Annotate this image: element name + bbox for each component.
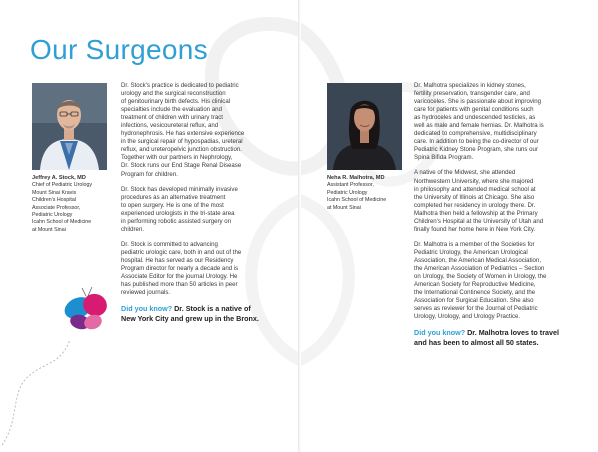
surgeon-caption-malhotra [327, 175, 409, 212]
text-line: the American Association of Pediatrics – Section [414, 264, 545, 272]
caption-line: Mount Sinai Kravis [32, 189, 77, 196]
text-line: finally found her home here in New York City. [414, 225, 536, 233]
caption-line: at Mount Sinai [327, 204, 361, 211]
text-line: A native of the Midwest, she attended [414, 169, 516, 177]
text-line: Pediatric Urology, the American Urological [414, 248, 528, 256]
text-line: Urology, Urology, and Urology Practice. [414, 313, 521, 321]
bio-paragraph [414, 82, 576, 162]
surgeon-name: Neha R. Malhotra, MD [327, 175, 385, 181]
bio-column-malhotra [414, 82, 576, 348]
text-line: in performing robotic assisted surgery on [121, 217, 232, 225]
text-line: hydronephrosis. He has extensive experience [121, 130, 245, 138]
bio-paragraph [121, 241, 279, 297]
text-line: hospital. He has served as our Residency [121, 256, 234, 264]
text-line: well as male and female hernias. Dr. Malhotra is [414, 122, 544, 130]
caption-line: Icahn School of Medicine [32, 219, 92, 226]
text-line: completed her residency in urology there. Dr. [414, 201, 536, 209]
text-line: American Society for Reproductive Medicine, [414, 281, 536, 289]
text-line: experienced urologists in the tri-state area [121, 209, 235, 217]
text-line: of genitourinary birth defects. His clinical [121, 98, 231, 106]
text-line: Pediatric Kidney Stone Program, she runs our [414, 146, 538, 154]
text-line: care. In addition to being the co-director of our [414, 138, 539, 146]
did-you-know-text: Dr. Stock is a native of [172, 304, 251, 314]
did-you-know-text: New York City and grew up in the Bronx. [121, 313, 259, 323]
text-line: in the surgical repair of hypospadias, ureteral [121, 138, 243, 146]
did-you-know-malhotra [414, 328, 576, 347]
caption-line: Chief of Pediatric Urology [32, 182, 93, 189]
text-line: the University of Illinois at Chicago. She also [414, 193, 535, 201]
text-line: Dr. Malhotra specializes in kidney stones, [414, 82, 526, 89]
text-line: Northwestern University, where she majored [414, 177, 534, 185]
text-line: serves as reviewer for the Journal of Pediatric [414, 305, 538, 313]
text-line: Dr. Stock's practice is dedicated to pediatric [121, 82, 239, 89]
did-you-know-text: Dr. Malhotra loves to travel [465, 328, 559, 338]
did-you-know-line [121, 304, 279, 314]
text-line: Dr. Stock runs our End Stage Renal Disease [121, 162, 242, 170]
text-line: Program for children. [121, 170, 178, 178]
text-line: Together with our partners in Nephrology, [121, 154, 233, 162]
text-line: has published more than 50 articles in peer [121, 281, 238, 289]
bio-paragraph [121, 82, 279, 179]
bio-paragraph [121, 186, 279, 234]
text-line: Malhotra then held a fellowship at the Primary [414, 209, 538, 217]
page-spine [298, 0, 301, 452]
surgeon-name: Jeffrey A. Stock, MD [32, 175, 86, 181]
text-line: varicoceles. She is passionate about improving [414, 98, 542, 106]
text-line: Association for Surgical Education. She also [414, 297, 534, 305]
text-line: infections, vesicoureteral reflux, and [121, 122, 219, 130]
text-line: reviewed journals. [121, 289, 171, 297]
text-line: Association, the American Medical Association, [414, 256, 542, 264]
bio-paragraph [414, 169, 576, 233]
text-line: the International Continence Society, and the [414, 289, 536, 297]
caption-line: Assistant Professor, [327, 182, 374, 189]
caption-line: Children's Hospital [32, 197, 76, 204]
caption-line: at Mount Sinai [32, 226, 66, 233]
text-line: fertility preservation, transgender care, and [414, 90, 530, 98]
portrait-woman-icon [327, 83, 402, 170]
surgeon-photo-malhotra [327, 83, 402, 170]
butterfly-icon [0, 270, 130, 450]
text-line: as hydroceles and undescended testicles, as [414, 114, 536, 122]
surgeon-photo-stock [32, 83, 107, 170]
did-you-know-line [414, 328, 576, 338]
text-line: Program director for nearly a decade and is [121, 264, 239, 272]
text-line: children. [121, 225, 145, 233]
text-line: Dr. Stock is committed to advancing [121, 240, 218, 248]
text-line: Dr. Stock has developed minimally invasive [121, 185, 238, 193]
page-title: Our Surgeons [30, 34, 208, 65]
text-line: reflux, and ureteropelvic junction obstruction. [121, 146, 242, 154]
did-you-know-lead: Did you know? [121, 304, 173, 314]
text-line: treatment of children with urinary tract [121, 114, 223, 122]
text-line: care for patients with genital conditions such [414, 106, 534, 114]
text-line: procedures as an alternative treatment [121, 193, 226, 201]
caption-line: Pediatric Urology [32, 212, 73, 219]
bio-paragraph [414, 241, 576, 321]
text-line: urology and the surgical reconstruction [121, 90, 226, 98]
text-line: Associate Editor for the journal Urology. He [121, 273, 238, 281]
caption-line: Pediatric Urology [327, 189, 368, 196]
surgeon-caption-stock [32, 175, 114, 234]
did-you-know-lead: Did you know? [414, 328, 466, 338]
text-line: in philosophy and attended medical school at [414, 185, 536, 193]
bio-column-stock [121, 82, 279, 323]
text-line: to open surgery. He is one of the most [121, 201, 224, 209]
text-line: Dr. Malhotra is a member of the Societies for [414, 240, 535, 248]
did-you-know-stock [121, 304, 279, 323]
caption-line: Icahn School of Medicine [327, 197, 387, 204]
caption-line: Associate Professor, [32, 204, 81, 211]
text-line: Spina Bifida Program. [414, 154, 474, 162]
text-line: on Urology, the Society of Women in Urology, the [414, 273, 547, 281]
text-line: specialties include the evaluation and [121, 106, 222, 114]
text-line: Children's Hospital at the University of Utah and [414, 217, 544, 225]
text-line: dedicated to comprehensive, multidisciplinary [414, 130, 537, 138]
portrait-man-icon [32, 83, 107, 170]
text-line: pediatric urologic care, both in and out of the [121, 248, 242, 256]
did-you-know-text: and has been to almost all 50 states. [414, 337, 539, 347]
